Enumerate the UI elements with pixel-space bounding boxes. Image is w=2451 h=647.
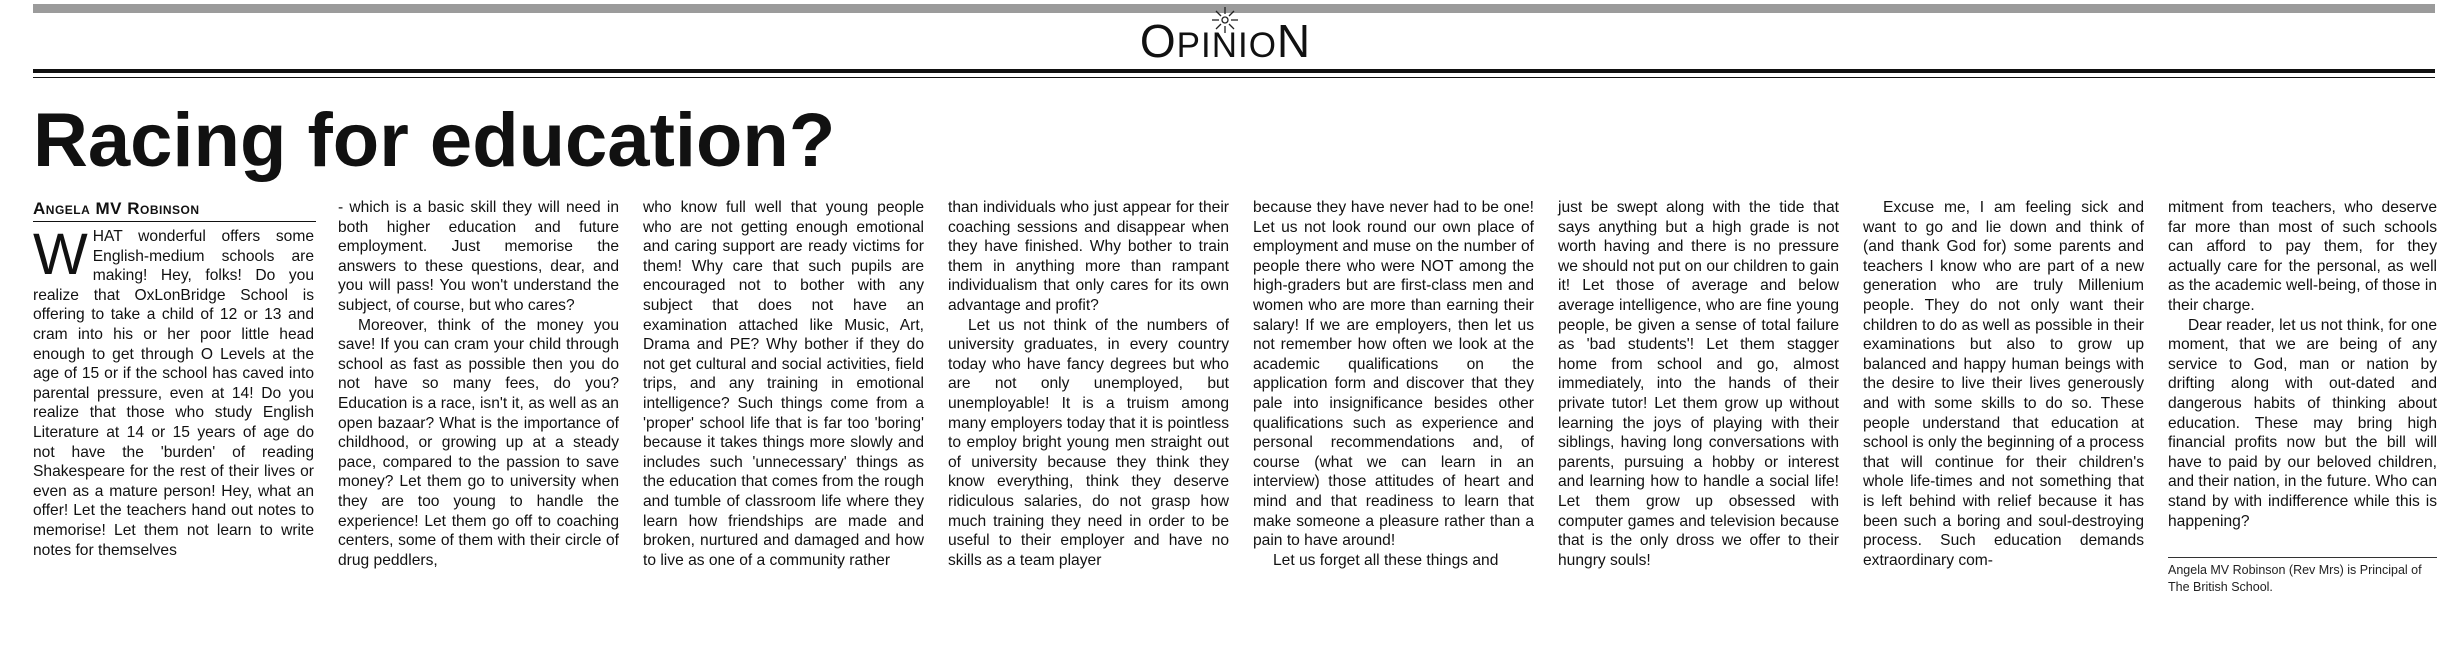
article-column-3 bbox=[643, 198, 924, 570]
column-4-paragraph: Let us not think of the numbers of university graduates, in every country today who have fancy degrees but who are not only unemployed, but unemployable! It is a truism among many employers today that it is pointless to employ bright young men straight out of university because they think they know everything, think they deserve ridiculous salaries, do not grasp how much training they need in order to be useful to their employer and have no skills as a team player bbox=[948, 316, 1229, 569]
article-column-4 bbox=[948, 198, 1229, 570]
article-headline: Racing for education? bbox=[33, 98, 836, 183]
sunburst-icon bbox=[1211, 6, 1239, 34]
column-3-paragraph: who know full well that young people who are not getting enough emotional and caring support are ready victims for them! Why care that such pupils are encouraged not to bother with any subject that does not have an examination attached like Music, Art, Drama and PE? Why bother if they do not get cultural and social activities, field trips, and any training in emotional intelligence? Such things come from a 'proper' school life that is far too 'boring' because it takes things more slowly and includes such 'unnecessary' things as the education that comes from the rough and tumble of classroom life where they learn how friendships are made and broken, nurtured and damaged and how to live as one of a community rather bbox=[643, 199, 924, 569]
column-2-paragraph: - which is a basic skill they will need in both higher education and future employment. Just memorise the answers to these questions, dear, and you will pass! You won't understand the subject, of course, but who cares? bbox=[338, 199, 619, 314]
author-bio-line: The British School. bbox=[2168, 580, 2273, 594]
column-8-paragraph: Dear reader, let us not think, for one moment, that we are being of any service to God, man or nation by drifting along with out-dated and dangerous habits of thinking about education. These may bring high financial profits now but the bill will have to paid by our beloved children, and their nation, in the future. Who can stand by with indifference while this is happening? bbox=[2168, 316, 2437, 530]
column-5-paragraph: Let us forget all these things and bbox=[1273, 551, 1499, 569]
column-4-paragraph: than individuals who just appear for their coaching sessions and disappear when they have finished. Why bother to train them in anything more than rampant individualism that only cares for its own advantage and profit? bbox=[948, 199, 1229, 314]
column-8-paragraph: mitment from teachers, who deserve far more than most of such schools can afford to pay them, for they actually care for the personal, as well as the academic well-being, of those in their charge. bbox=[2168, 199, 2437, 314]
article-column-8 bbox=[2168, 198, 2437, 531]
column-1-text: HAT wonderful offers some English-medium schools are making! Hey, folks! Do you realize that OxLonBridge School is offering to take a child of 12 or 13 and cram into his or her poor little head enough to get through O Levels at the age of 15 or if the school has caved into parental pressure, even at 14! Do you realize that those who study English Literature at 14 or 15 years of age do not have the 'burden' of reading Shakespeare for the rest of their lives or even as a mature person! Hey, what an offer! Let the teachers hand out notes to memorise! Let them not learn to write notes for themselves bbox=[33, 228, 314, 559]
author-bio-line: Angela MV Robinson (Rev Mrs) is Principal of bbox=[2168, 563, 2422, 577]
author-bio bbox=[2168, 562, 2437, 596]
author-bio-rule bbox=[2168, 557, 2437, 558]
article-byline: Angela MV Robinson bbox=[33, 199, 200, 218]
article-column-7 bbox=[1863, 198, 2144, 570]
column-2-paragraph: Moreover, think of the money you save! If you can cram your child through school as fast as possible then you do not have so many fees, do you? Education is a race, isn't it, as well as an open bazaar? What is the importance of childhood, or growing up at a steady pace, compared to the passion to save money? Let them go to university when they are too young to handle the experience! Let them go off to coaching centers, some of them with their circle of drug peddlers, bbox=[338, 316, 619, 569]
column-7-paragraph: Excuse me, I am feeling sick and want to go and lie down and think of (and thank God for) some parents and teachers I know who are part of a new generation who are truly Millenium people. They do not only want their children to do as well as possible in their examinations but also to grow up balanced and happy human beings with the desire to live their lives generously and with some skills to do so. These people understand that education at school is only the beginning of a process that will continue for their children's whole life-times and not something that is left behind with relief because it has been such a boring and soul-destroying process. Such education demands extraordinary com- bbox=[1863, 199, 2144, 569]
article-column-1 bbox=[33, 222, 314, 560]
drop-cap: W bbox=[33, 222, 88, 287]
article-column-5 bbox=[1253, 198, 1534, 570]
masthead-thin-rule bbox=[33, 77, 2435, 78]
article-column-2 bbox=[338, 198, 619, 570]
section-title: OPINION bbox=[1139, 15, 1312, 67]
masthead-thick-rule bbox=[33, 69, 2435, 73]
column-5-paragraph: because they have never had to be one! Let us not look round our own place of employment and muse on the number of people there who were NOT among the high-graders but are first-class men and women who are more than earning their salary! If we are employers, then let us not remember how often we look at the academic qualifications on the application form and discover that they pale into insignificance besides other qualifications such as experience and personal recommendations and, of course (what we can learn in an interview) those attitudes of heart and mind and that readiness to learn that make someone a pleasure rather than a pain to have around! bbox=[1253, 199, 1534, 550]
article-column-6 bbox=[1558, 198, 1839, 570]
section-masthead bbox=[0, 14, 2451, 68]
column-6-paragraph: just be swept along with the tide that says anything but a high grade is not worth having and there is no pressure we should not put on our children to gain it! Let those of average and below average intelligence, who are fine young people, be given a sense of total failure as 'bad students'! Let them stagger home from school and go, almost immediately, into the hands of their private tutor! Let them grow up without learning the joys of playing with their siblings, having long conversations with parents, pursuing a hobby or interest and learning how to handle a social life! Let them grow up obsessed with computer games and television because that is the only dross we offer to their hungry souls! bbox=[1558, 199, 1839, 569]
